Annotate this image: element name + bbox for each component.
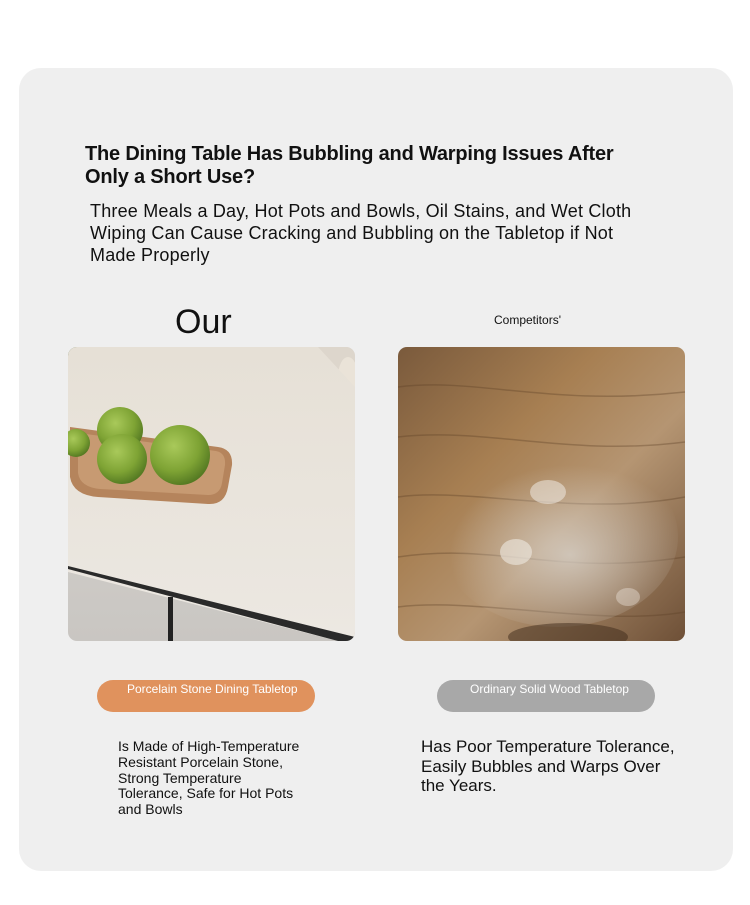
porcelain-table-photo bbox=[68, 347, 355, 641]
headline: The Dining Table Has Bubbling and Warping Issues After Only a Short Use? bbox=[85, 143, 614, 188]
competitor-label-pill: Ordinary Solid Wood Tabletop bbox=[437, 680, 655, 712]
our-description: Is Made of High-Temperature Resistant Porcelain Stone, Strong Temperature Tolerance, Safe for Hot Pots and Bowls bbox=[118, 738, 300, 818]
our-column-title: Our bbox=[175, 303, 232, 341]
competitor-column-title: Competitors' bbox=[494, 313, 561, 327]
wood-table-photo bbox=[398, 347, 685, 641]
our-label-pill: Porcelain Stone Dining Tabletop bbox=[97, 680, 315, 712]
subheadline: Three Meals a Day, Hot Pots and Bowls, Oil Stains, and Wet Cloth Wiping Can Cause Cracking and Bubbling on the Tabletop if Not Made Properly bbox=[90, 201, 632, 265]
competitor-description: Has Poor Temperature Tolerance, Easily Bubbles and Warps Over the Years. bbox=[421, 737, 675, 795]
